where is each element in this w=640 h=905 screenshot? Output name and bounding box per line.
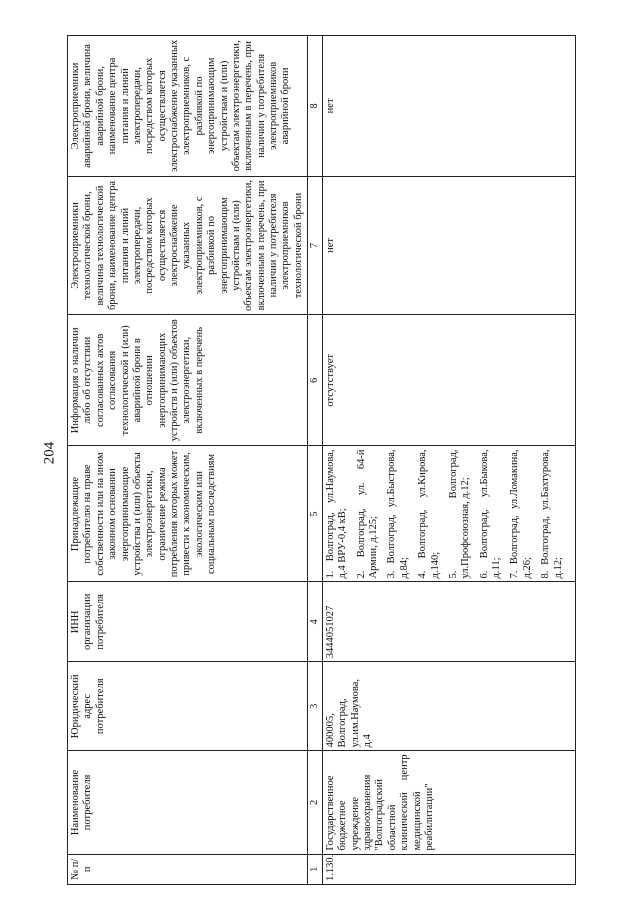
column-number: 4: [308, 582, 323, 662]
device-address: 4. Волгоград, ул.Кирова, д.140;: [417, 449, 441, 579]
tech-reserve-value: нет: [322, 176, 575, 314]
column-number: 7: [308, 176, 323, 314]
page-number: 204: [41, 441, 58, 465]
header-emergency-reserve: Электроприемники аварийной брони, величина аварийной брони, наименование центра питания и линий электропередачи, посредством которых осуществляется электроснабжение указанных электроприемников, с разбивкой по энергопринимающим устройствам и (или) объектам электроэнергетики, включенным в перечень, при наличии у потребителя электроприемников аварийной брони: [68, 36, 308, 177]
column-number: 2: [308, 751, 323, 854]
device-address: 8. Волгоград, ул.Бахтурова, д.12;: [540, 449, 564, 579]
table-row: [322, 36, 575, 885]
row-number: 1.130.: [322, 854, 575, 884]
device-address: 2. Волгоград, ул. 64-й Армии, д.125;: [355, 449, 380, 579]
consumer-address: 400005, Волгоград, ул.им.Наумова, д.4: [322, 662, 575, 751]
column-number: 5: [308, 446, 323, 582]
column-number: 1: [308, 854, 323, 884]
column-number: 6: [308, 315, 323, 446]
emergency-reserve-value: нет: [322, 36, 575, 177]
header-acts: Информация о наличии либо об отсутствии согласованных актов согласования технологической и (или) аварийной брони в отношении энергопринимающих устройств и (или) объектов электроэнергетики, включенных в перечень: [68, 315, 308, 446]
device-address: 7. Волгоград, ул.Ломакина, д.26;: [509, 449, 533, 579]
header-inn: ИНН организации потребителя: [68, 582, 308, 662]
consumer-table: [67, 35, 576, 885]
device-address: 1. Волгоград, ул.Наумова, д.4 ВРУ-0,4 кВ;: [324, 449, 349, 579]
column-number: 3: [308, 662, 323, 751]
device-address: 3. Волгоград, ул.Быстрова, д.84;: [386, 449, 410, 579]
column-numbers-row: [308, 36, 323, 885]
header-address: Юридический адрес потребителя: [68, 662, 308, 751]
device-address: 6. Волгоград, ул.Быкова, д.11;: [478, 449, 503, 579]
table-header-row: [68, 36, 308, 885]
consumer-inn: 3444051027: [322, 582, 575, 662]
header-devices: Принадлежащие потребителю на праве собственности или на ином законном основании энергопринимающие устройства и (или) объекты электроэнергетики, ограничение режима потребления которых может привести к экономическим, экологическим или социальным последствиям: [68, 446, 308, 582]
header-number: № п/п: [68, 854, 308, 884]
devices-cell: [322, 446, 575, 582]
column-number: 8: [308, 36, 323, 177]
acts-status: отсутствует: [322, 315, 575, 446]
header-tech-reserve: Электроприемники технологической брони, величина технологической брони, наименование центра питания и линий электропередачи, посредством которых осуществляется электроснабжение указанных электроприемников, с разбивкой по энергопринимающим устройствам и (или) объектам электроэнергетики, включенным в перечень, при наличии у потребителя электроприемников технологической брони: [68, 176, 308, 314]
device-address: 5. Волгоград, ул.Профсоюзная, д.12;: [447, 449, 472, 579]
header-name: Наименование потребителя: [68, 751, 308, 854]
rotated-table-wrapper: [57, 35, 640, 885]
consumer-name: Государственное бюджетное учреждение здравоохранения "Волгоградский областной клинический центр медицинской реабилитации": [322, 751, 575, 854]
